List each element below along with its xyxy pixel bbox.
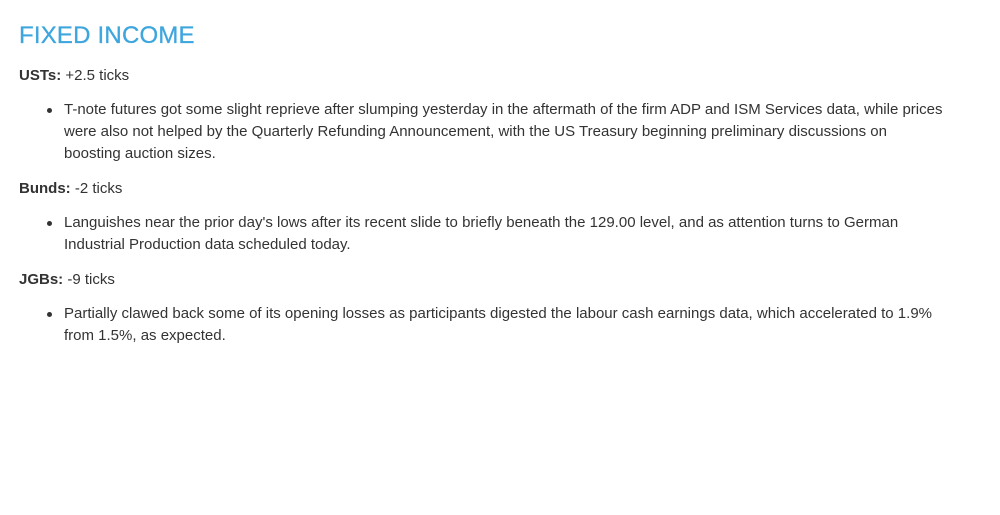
bullet-list	[19, 99, 1000, 165]
list-item-text: Languishes near the prior day's lows after its recent slide to briefly beneath the 129.00 level, and as attention turns to German Industrial Production data scheduled today.	[64, 214, 899, 253]
list-item	[64, 99, 944, 165]
bullet-icon	[47, 108, 52, 113]
list-item-text: T-note futures got some slight reprieve after slumping yesterday in the aftermath of the firm ADP and ISM Services data, while prices were also not helped by the Quarterly Refunding Announcement, with the US Treasury beginning preliminary discussions on boosting auction sizes.	[64, 101, 943, 162]
section-heading	[19, 65, 1000, 87]
section-usts	[19, 65, 1000, 165]
market-change: -2 ticks	[74, 180, 123, 197]
section-heading	[19, 269, 1000, 291]
list-item	[64, 212, 944, 256]
market-name: Bunds:	[19, 180, 71, 197]
list-item-text: Partially clawed back some of its opening losses as participants digested the labour cash earnings data, which accelerated to 1.9% from 1.5%, as expected.	[64, 305, 932, 344]
market-name: USTs:	[19, 67, 62, 84]
section-jgbs	[19, 269, 1000, 347]
bullet-list	[19, 303, 1000, 347]
bullet-list	[19, 212, 1000, 256]
bullet-icon	[47, 312, 52, 317]
bullet-icon	[47, 221, 52, 226]
section-bunds	[19, 178, 1000, 256]
section-heading	[19, 178, 1000, 200]
list-item	[64, 303, 944, 347]
page-title: FIXED INCOME	[19, 22, 195, 49]
market-name: JGBs:	[19, 271, 64, 288]
market-change: -9 ticks	[67, 271, 115, 288]
market-change: +2.5 ticks	[65, 67, 130, 84]
